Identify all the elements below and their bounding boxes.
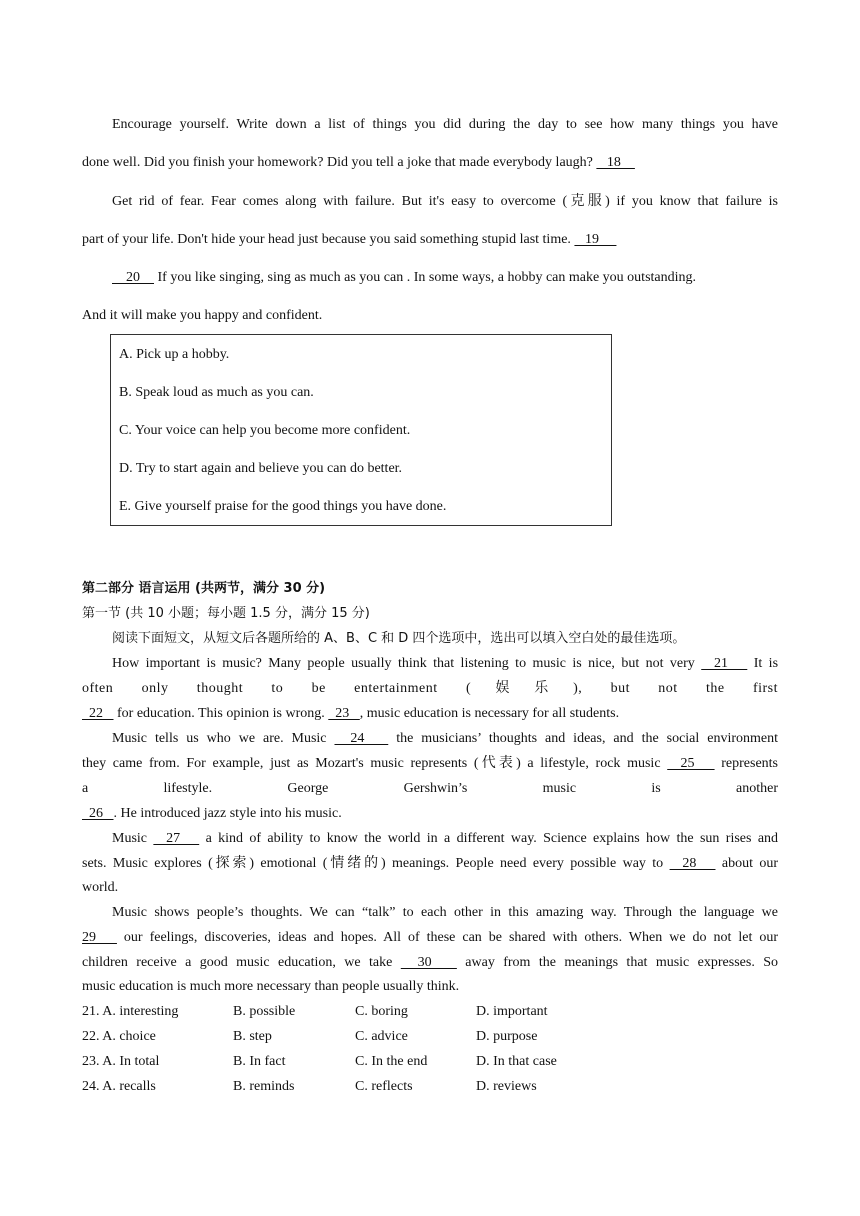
text: Music tells us who we are. Music	[112, 731, 327, 746]
blank-22[interactable]: 22	[82, 706, 114, 721]
q24-b[interactable]: B. reminds	[233, 1079, 295, 1094]
p2c-line-1	[112, 830, 778, 848]
q22-b[interactable]: B. step	[233, 1029, 272, 1044]
p2a-line-3	[82, 705, 778, 723]
p2d-line-1: Music shows people’s thoughts. We can “talk” to each other in this amazing way. Through the language we	[112, 905, 778, 920]
q23-c[interactable]: C. In the end	[355, 1054, 428, 1069]
blank-24[interactable]: 24	[334, 731, 389, 746]
blank-28[interactable]: 28	[669, 856, 716, 871]
p1-line-1: Encourage yourself. Write down a list of things you did during the day to see how many things you have	[112, 117, 778, 132]
p2b-line-1	[112, 730, 778, 748]
q24-c[interactable]: C. reflects	[355, 1079, 413, 1094]
text: about our	[721, 856, 779, 871]
text: children receive a good music education, we take	[82, 955, 393, 970]
q22-d[interactable]: D. purpose	[476, 1029, 538, 1044]
p2d-line-4: music education is much more necessary than people usually think.	[82, 979, 460, 994]
blank-19[interactable]: 19	[574, 232, 617, 247]
blank-23[interactable]: 23	[328, 706, 360, 721]
text: represents	[721, 756, 779, 771]
p1-line-2	[82, 154, 778, 172]
option-c: C. Your voice can help you become more confident.	[119, 423, 411, 438]
text: , music education is necessary for all students.	[359, 706, 620, 721]
text: How important is music? Many people usually think that listening to music is nice, but not very	[112, 656, 695, 671]
text: the musicians’ thoughts and ideas, and the social environment	[396, 731, 778, 746]
text: It is	[753, 656, 779, 671]
p2c-line-2	[82, 855, 778, 873]
p2d-line-2	[82, 929, 778, 947]
p3-line-1	[112, 269, 778, 287]
q22-a[interactable]: 22. A. choice	[82, 1029, 156, 1044]
blank-30[interactable]: 30	[400, 955, 457, 970]
p3-text: If you like singing, sing as much as you can . In some ways, a hobby can make you outstanding.	[157, 270, 697, 285]
text: our feelings, discoveries, ideas and hopes. All of these can be shared with others. When we do not let our	[123, 930, 778, 945]
blank-29[interactable]: 29	[82, 930, 117, 945]
blank-27[interactable]: 27	[153, 831, 200, 846]
text: sets. Music explores (探索) emotional (情绪的) meanings. People need every possible way to	[82, 856, 664, 871]
option-b: B. Speak loud as much as you can.	[119, 385, 314, 400]
p2d-line-3	[82, 954, 778, 972]
option-d: D. Try to start again and believe you can do better.	[119, 461, 403, 476]
blank-25[interactable]: 25	[667, 756, 715, 771]
blank-21[interactable]: 21	[701, 656, 748, 671]
q21-a[interactable]: 21. A. interesting	[82, 1004, 179, 1019]
p2b-line-4	[82, 805, 778, 823]
q24-a[interactable]: 24. A. recalls	[82, 1079, 156, 1094]
q23-d[interactable]: D. In that case	[476, 1054, 557, 1069]
p2-text: part of your life. Don't hide your head just because you said something stupid last time.	[82, 232, 571, 247]
q24-d[interactable]: D. reviews	[476, 1079, 537, 1094]
text: they came from. For example, just as Mozart's music represents (代表) a lifestyle, rock music	[82, 756, 661, 771]
q21-b[interactable]: B. possible	[233, 1004, 296, 1019]
blank-26[interactable]: 26	[82, 806, 114, 821]
text: for education. This opinion is wrong.	[117, 706, 325, 721]
q22-c[interactable]: C. advice	[355, 1029, 408, 1044]
text: . He introduced jazz style into his music.	[113, 806, 342, 821]
p2-line-1: Get rid of fear. Fear comes along with failure. But it's easy to overcome (克服) if you know that failure is	[112, 194, 778, 209]
text: away from the meanings that music expresses. So	[465, 955, 779, 970]
q23-a[interactable]: 23. A. In total	[82, 1054, 160, 1069]
text: Music	[112, 831, 147, 846]
section1-heading: 第一节 (共 10 小题；每小题 1.5 分，满分 15 分)	[82, 606, 370, 621]
options-box	[110, 334, 612, 526]
p2c-line-3: world.	[82, 880, 119, 895]
q21-d[interactable]: D. important	[476, 1004, 548, 1019]
q23-b[interactable]: B. In fact	[233, 1054, 286, 1069]
p2a-line-1	[112, 655, 778, 673]
p2a-line-2: often only thought to be entertainment (娱乐), but not the first	[82, 681, 778, 696]
option-a: A. Pick up a hobby.	[119, 347, 230, 362]
blank-20[interactable]: 20	[112, 270, 154, 285]
q21-c[interactable]: C. boring	[355, 1004, 408, 1019]
p2b-line-3: a lifestyle. George Gershwin’s music is another	[82, 781, 778, 796]
p1-text: done well. Did you finish your homework? Did you tell a joke that made everybody laugh?	[82, 155, 593, 170]
text: a kind of ability to know the world in a different way. Science explains how the sun rises and	[205, 831, 779, 846]
option-e: E. Give yourself praise for the good things you have done.	[119, 499, 447, 514]
instruction: 阅读下面短文，从短文后各题所给的 A、B、C 和 D 四个选项中，选出可以填入空白处的最佳选项。	[112, 631, 686, 646]
part2-heading: 第二部分 语言运用 (共两节，满分 30 分)	[82, 581, 326, 596]
blank-18[interactable]: 18	[596, 155, 635, 170]
p2-line-2	[82, 231, 778, 249]
p2b-line-2	[82, 755, 778, 773]
p3-line-2: And it will make you happy and confident.	[82, 308, 323, 323]
